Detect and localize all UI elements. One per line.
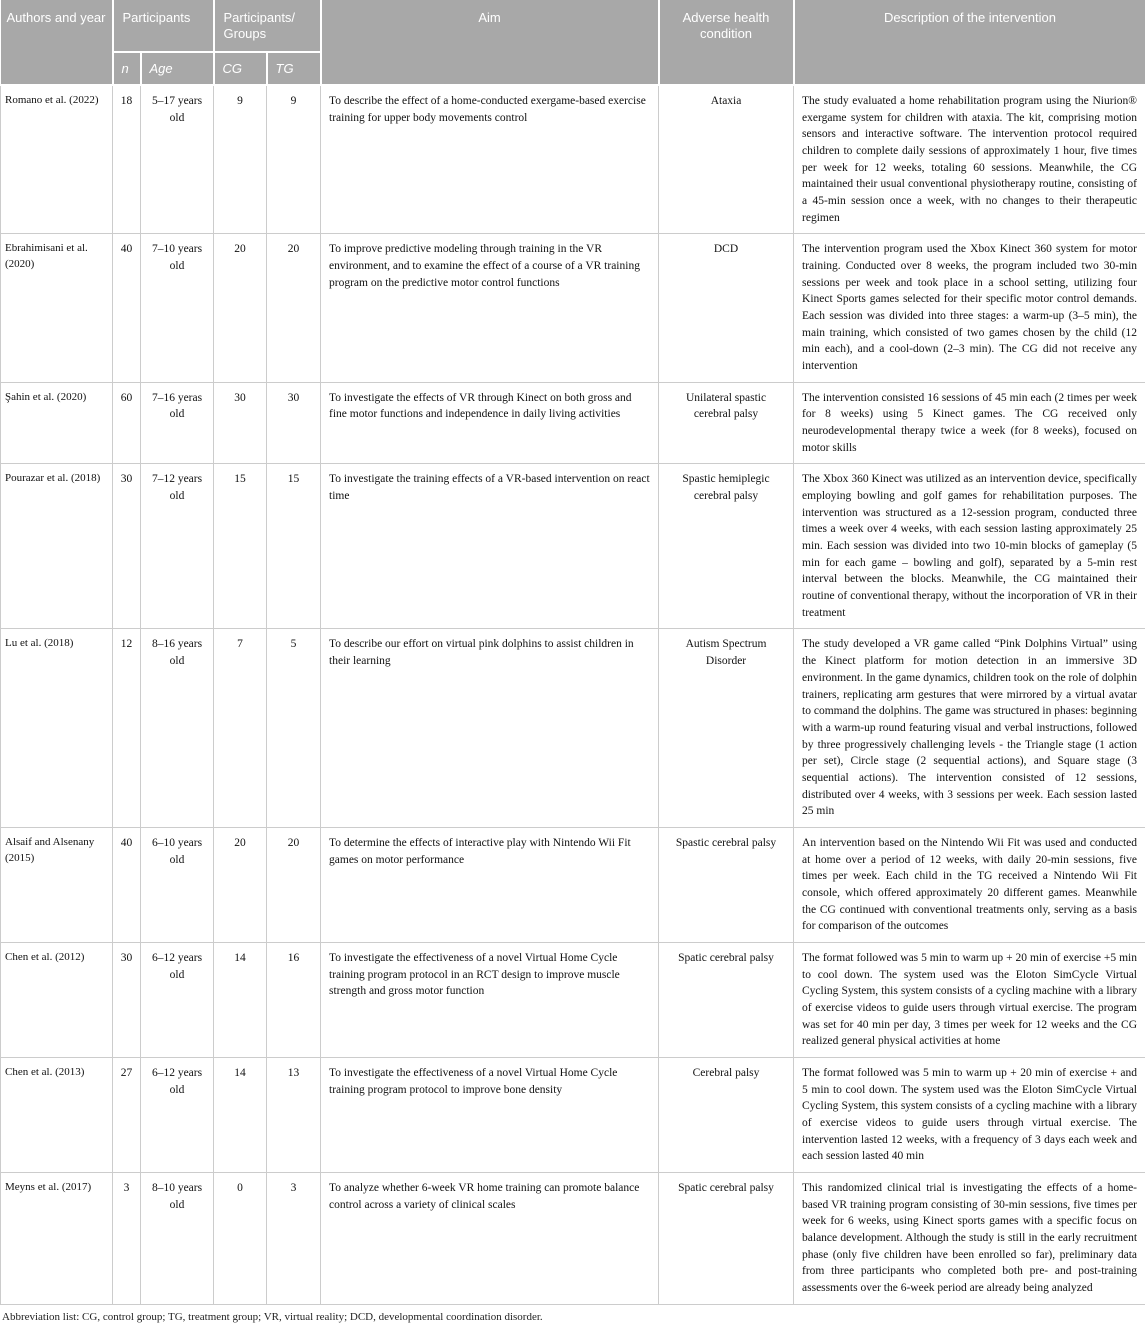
n-cell: 3 <box>113 1172 141 1304</box>
aim-cell: To analyze whether 6-week VR home training can promote balance control across a variety of clinical scales <box>321 1172 659 1304</box>
subcol-header-age: Age <box>141 52 214 85</box>
subcol-header-tg: TG <box>267 52 321 85</box>
aim-cell: To describe the effect of a home-conducted exergame-based exercise training for upper body movements control <box>321 85 659 234</box>
tg-cell: 16 <box>267 942 321 1057</box>
description-cell: The Xbox 360 Kinect was utilized as an intervention device, specifically employing bowling and golf games for rehabilitation purposes. The intervention was structured as a 12-session program, conducted three times a week over 4 weeks, with each session lasting approximately 25 min. Each session was divided into two 10-min blocks of gameplay (5 min for each game – bowling and golf), separated by a 5-min rest interval between the blocks. Meanwhile, the CG maintained their routine of conventional therapy, without the incorporation of VR in their treatment <box>794 464 1145 629</box>
description-cell: The format followed was 5 min to warm up + 20 min of exercise + and 5 min to cool down. The system used was the Eloton SimCycle Virtual Cycling System, this system consists of a cycling machine with a library of exercise videos to guide users through virtual exercise. The intervention lasted 12 weeks, with a frequency of 3 days each week and each session lasted 40 min <box>794 1057 1145 1172</box>
col-header-adverse-condition: Adverse health condition <box>659 0 794 85</box>
aim-cell: To investigate the effects of VR through Kinect on both gross and fine motor functions and independence in daily living activities <box>321 382 659 464</box>
cg-cell: 20 <box>214 827 267 942</box>
description-cell: The intervention program used the Xbox Kinect 360 system for motor training. Conducted over 8 weeks, the program included two 30-min sessions per week and took place in a school setting, utilizing four Kinect Sports games selected for their specific motor control demands. Each session was divided into three stages: a warm-up (3–5 min), the main training, which consisted of two games chosen by the child (12 min each), and a cool-down (2–3 min). The CG did not receive any intervention <box>794 234 1145 382</box>
authors-cell: Alsaif and Alsenany (2015) <box>1 827 113 942</box>
tg-cell: 30 <box>267 382 321 464</box>
authors-cell: Pourazar et al. (2018) <box>1 464 113 629</box>
cg-cell: 30 <box>214 382 267 464</box>
n-cell: 30 <box>113 942 141 1057</box>
aim-cell: To investigate the effectiveness of a novel Virtual Home Cycle training program protocol in an RCT design to improve muscle strength and gross motor function <box>321 942 659 1057</box>
authors-cell: Lu et al. (2018) <box>1 629 113 827</box>
col-header-participants: Participants <box>113 0 214 52</box>
condition-cell: Spastic cerebral palsy <box>659 827 794 942</box>
cg-cell: 9 <box>214 85 267 234</box>
aim-cell: To describe our effort on virtual pink dolphins to assist children in their learning <box>321 629 659 827</box>
authors-cell: Chen et al. (2013) <box>1 1057 113 1172</box>
description-cell: The intervention consisted 16 sessions of 45 min each (2 times per week for 8 weeks) using 5 Kinect games. The CG received only neurodevelopmental therapy twice a week (for 8 weeks), focused on motor skills <box>794 382 1145 464</box>
subcol-header-cg: CG <box>214 52 267 85</box>
cg-cell: 7 <box>214 629 267 827</box>
col-header-authors-year: Authors and year <box>1 0 113 85</box>
description-cell: This randomized clinical trial is investigating the effects of a home-based VR training program consisting of 30-min sessions, five times per week for 6 weeks, using Kinect sports games with a specific focus on balance development. Although the study is still in the early recruitment phase (only five children have been enrolled so far), preliminary data from three participants who completed both pre- and post-training assessments over the 6-week period are already being analyzed <box>794 1172 1145 1304</box>
table-body <box>1 85 1145 1304</box>
tg-cell: 20 <box>267 234 321 382</box>
condition-cell: DCD <box>659 234 794 382</box>
description-cell: The study evaluated a home rehabilitation program using the Niurion® exergame system for children with ataxia. The kit, comprising motion sensors and interactive software. The intervention protocol required children to complete daily sessions of approximately 1 hour, five times per week for 12 weeks, totaling 60 sessions. Meanwhile, the CG maintained their usual conventional physiotherapy routine, consisting of a 45-min session once a week, with no changes to their therapeutic regimen <box>794 85 1145 234</box>
table-row <box>1 942 1145 1057</box>
table-row <box>1 234 1145 382</box>
col-header-description: Description of the intervention <box>794 0 1145 85</box>
table-row <box>1 1172 1145 1304</box>
col-header-participants-groups: Participants/ Groups <box>214 0 321 52</box>
subcol-header-n: n <box>113 52 141 85</box>
table-row <box>1 464 1145 629</box>
condition-cell: Autism Spectrum Disorder <box>659 629 794 827</box>
aim-cell: To investigate the effectiveness of a novel Virtual Home Cycle training program protocol to improve bone density <box>321 1057 659 1172</box>
aim-cell: To investigate the training effects of a VR-based intervention on react time <box>321 464 659 629</box>
cg-cell: 14 <box>214 942 267 1057</box>
col-header-aim: Aim <box>321 0 659 85</box>
n-cell: 60 <box>113 382 141 464</box>
table-row <box>1 382 1145 464</box>
authors-cell: Şahin et al. (2020) <box>1 382 113 464</box>
authors-cell: Meyns et al. (2017) <box>1 1172 113 1304</box>
table-row <box>1 1057 1145 1172</box>
description-cell: The format followed was 5 min to warm up + 20 min of exercise +5 min to cool down. The system used was the Eloton SimCycle Virtual Cycling System, this system consists of a cycling machine with a library of exercise videos to guide users through virtual exercise. The program was set for 40 min per day, 3 times per week for 12 weeks and the CG realized general physical activities at home <box>794 942 1145 1057</box>
condition-cell: Unilateral spastic cerebral palsy <box>659 382 794 464</box>
n-cell: 40 <box>113 234 141 382</box>
tg-cell: 9 <box>267 85 321 234</box>
aim-cell: To determine the effects of interactive play with Nintendo Wii Fit games on motor performance <box>321 827 659 942</box>
condition-cell: Spatic cerebral palsy <box>659 942 794 1057</box>
age-cell: 7–16 yeras old <box>141 382 214 464</box>
tg-cell: 3 <box>267 1172 321 1304</box>
age-cell: 8–16 years old <box>141 629 214 827</box>
n-cell: 30 <box>113 464 141 629</box>
description-cell: An intervention based on the Nintendo Wii Fit was used and conducted at home over a period of 12 weeks, with daily 20-min sessions, five times per week. Each child in the TG received a Nintendo Wii Fit console, which offered approximately 20 different games. Meanwhile the CG continued with conventional treatments only, serving as a basis for comparison of the outcomes <box>794 827 1145 942</box>
authors-cell: Romano et al. (2022) <box>1 85 113 234</box>
table-row <box>1 85 1145 234</box>
tg-cell: 13 <box>267 1057 321 1172</box>
condition-cell: Ataxia <box>659 85 794 234</box>
tg-cell: 5 <box>267 629 321 827</box>
age-cell: 7–12 years old <box>141 464 214 629</box>
n-cell: 27 <box>113 1057 141 1172</box>
header-row-top <box>1 0 1145 52</box>
abbreviation-note: Abbreviation list: CG, control group; TG, treatment group; VR, virtual reality; DCD, developmental coordination disorder. <box>0 1305 1145 1329</box>
n-cell: 40 <box>113 827 141 942</box>
table-row <box>1 827 1145 942</box>
tg-cell: 20 <box>267 827 321 942</box>
condition-cell: Spastic hemiplegic cerebral palsy <box>659 464 794 629</box>
n-cell: 18 <box>113 85 141 234</box>
aim-cell: To improve predictive modeling through training in the VR environment, and to examine the effect of a course of a VR training program on the predictive motor control functions <box>321 234 659 382</box>
cg-cell: 0 <box>214 1172 267 1304</box>
age-cell: 6–10 years old <box>141 827 214 942</box>
table-row <box>1 629 1145 827</box>
cg-cell: 20 <box>214 234 267 382</box>
authors-cell: Chen et al. (2012) <box>1 942 113 1057</box>
table-header <box>1 0 1145 85</box>
n-cell: 12 <box>113 629 141 827</box>
description-cell: The study developed a VR game called “Pink Dolphins Virtual” using the Kinect platform for motion detection in an immersive 3D environment. In the game dynamics, children took on the role of dolphin trainers, replicating arm gestures that were mirrored by a virtual avatar to command the dolphins. The game was structured in phases: beginning with a warm-up round featuring visual and verbal instructions, followed by three progressively challenging levels - the Triangle stage (1 action per set), Circle stage (2 sequential actions), and Square stage (3 sequential actions). The intervention consisted of 12 sessions, distributed over 4 weeks, with 3 sessions per week. Each session lasted 25 min <box>794 629 1145 827</box>
cg-cell: 15 <box>214 464 267 629</box>
authors-cell: Ebrahimisani et al. (2020) <box>1 234 113 382</box>
condition-cell: Spatic cerebral palsy <box>659 1172 794 1304</box>
condition-cell: Cerebral palsy <box>659 1057 794 1172</box>
tg-cell: 15 <box>267 464 321 629</box>
age-cell: 7–10 years old <box>141 234 214 382</box>
age-cell: 6–12 years old <box>141 1057 214 1172</box>
age-cell: 8–10 years old <box>141 1172 214 1304</box>
age-cell: 6–12 years old <box>141 942 214 1057</box>
cg-cell: 14 <box>214 1057 267 1172</box>
age-cell: 5–17 years old <box>141 85 214 234</box>
